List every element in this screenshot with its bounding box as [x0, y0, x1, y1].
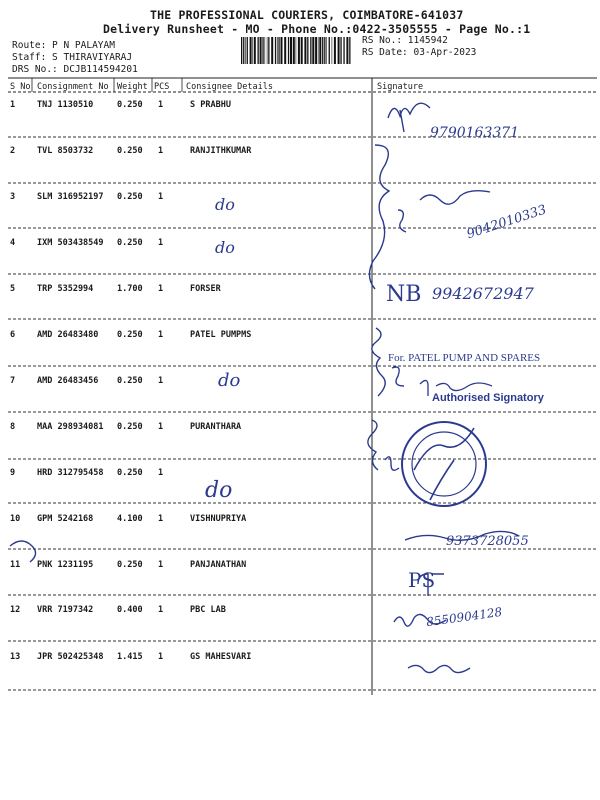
cell-consignment: HRD 312795458	[37, 468, 104, 478]
handwritten-phone: 9790163371	[430, 125, 520, 141]
cell-consignment: VRR 7197342	[37, 605, 94, 615]
cell-sno: 6	[10, 330, 16, 340]
cell-weight: 4.100	[117, 514, 143, 524]
cell-weight: 1.415	[117, 652, 143, 662]
cell-sno: 5	[10, 284, 16, 294]
company-title: THE PROFESSIONAL COURIERS, COIMBATORE-641037	[150, 8, 464, 22]
cell-weight: 1.700	[117, 284, 143, 294]
cell-weight: 0.250	[117, 192, 143, 202]
cell-pcs: 1	[158, 514, 164, 524]
cell-sno: 1	[10, 100, 16, 110]
cell-sno: 7	[10, 376, 16, 386]
cell-consignment: TRP 5352994	[37, 284, 94, 294]
cell-consignment: AMD 26483456	[37, 376, 99, 386]
cell-pcs: 1	[158, 100, 164, 110]
cell-sno: 4	[10, 238, 16, 248]
cell-pcs: 1	[158, 422, 164, 432]
col-consignment: Consignment No	[37, 82, 109, 92]
stamp-role: Authorised Signatory	[432, 392, 544, 404]
cell-consignment: GPM 5242168	[37, 514, 94, 524]
cell-pcs: 1	[158, 468, 164, 478]
cell-consignment: TNJ 1130510	[37, 100, 94, 110]
cell-sno: 3	[10, 192, 16, 202]
stamp-company: For. PATEL PUMP AND SPARES	[388, 352, 541, 364]
cell-sno: 13	[10, 652, 21, 662]
handwritten-phone: 9042010333	[465, 202, 549, 243]
cell-weight: 0.250	[117, 146, 143, 156]
cell-consignment: AMD 26483480	[37, 330, 99, 340]
cell-consignee: PANJANATHAN	[190, 560, 247, 570]
rs-date: RS Date: 03-Apr-2023	[362, 47, 477, 58]
cell-consignee: PURANTHARA	[190, 422, 242, 432]
ditto-mark: do	[215, 238, 235, 257]
cell-pcs: 1	[158, 238, 164, 248]
cell-pcs: 1	[158, 192, 164, 202]
cell-consignee: S PRABHU	[190, 100, 231, 110]
cell-consignee: PBC LAB	[190, 605, 226, 615]
handwritten-phone: 9373728055	[446, 534, 529, 549]
cell-sno: 8	[10, 422, 16, 432]
cell-weight: 0.250	[117, 422, 143, 432]
cell-consignee: GS MAHESVARI	[190, 652, 252, 662]
cell-sno: 2	[10, 146, 16, 156]
ditto-mark: do	[215, 195, 235, 214]
col-sno: S No	[10, 82, 31, 92]
cell-consignment: PNK 1231195	[37, 560, 94, 570]
cell-weight: 0.400	[117, 605, 143, 615]
cell-consignee: PATEL PUMPMS	[190, 330, 252, 340]
cell-pcs: 1	[158, 652, 164, 662]
staff-label: Staff: S THIRAVIYARAJ	[12, 52, 133, 63]
drs-number: DRS No.: DCJB114594201	[12, 64, 138, 75]
handwritten-initials: PS	[408, 568, 436, 592]
cell-consignment: JPR 502425348	[37, 652, 104, 662]
cell-weight: 0.250	[117, 468, 143, 478]
handwritten-number: 8550904128	[425, 604, 503, 630]
cell-pcs: 1	[158, 284, 164, 294]
col-weight: Weight	[117, 82, 148, 92]
handwritten-name: NB	[386, 282, 422, 307]
cell-consignment: IXM 503438549	[37, 238, 104, 248]
cell-consignment: SLM 316952197	[37, 192, 104, 202]
route-label: Route: P N PALAYAM	[12, 40, 115, 51]
cell-sno: 12	[10, 605, 21, 615]
cell-pcs: 1	[158, 330, 164, 340]
cell-consignment: MAA 298934081	[37, 422, 104, 432]
cell-consignee: FORSER	[190, 284, 221, 294]
cell-weight: 0.250	[117, 330, 143, 340]
cell-consignment: TVL 8503732	[37, 146, 94, 156]
ditto-mark: do	[205, 478, 233, 503]
cell-sno: 11	[10, 560, 21, 570]
cell-pcs: 1	[158, 605, 164, 615]
cell-weight: 0.250	[117, 560, 143, 570]
cell-pcs: 1	[158, 560, 164, 570]
col-consignee: Consignee Details	[186, 82, 273, 92]
cell-weight: 0.250	[117, 100, 143, 110]
cell-pcs: 1	[158, 146, 164, 156]
ditto-mark: do	[218, 370, 241, 391]
cell-sno: 9	[10, 468, 16, 478]
cell-weight: 0.250	[117, 376, 143, 386]
cell-pcs: 1	[158, 376, 164, 386]
cell-sno: 10	[10, 514, 21, 524]
cell-consignee: VISHNUPRIYA	[190, 514, 247, 524]
runsheet-title: Delivery Runsheet - MO - Phone No.:0422-3505555 - Page No.:1	[103, 22, 531, 36]
cell-weight: 0.250	[117, 238, 143, 248]
col-signature: Signature	[377, 82, 424, 92]
cell-consignee: RANJITHKUMAR	[190, 146, 252, 156]
handwritten-phone: 9942672947	[432, 284, 534, 303]
rs-number: RS No.: 1145942	[362, 35, 448, 46]
col-pcs: PCS	[154, 82, 170, 92]
